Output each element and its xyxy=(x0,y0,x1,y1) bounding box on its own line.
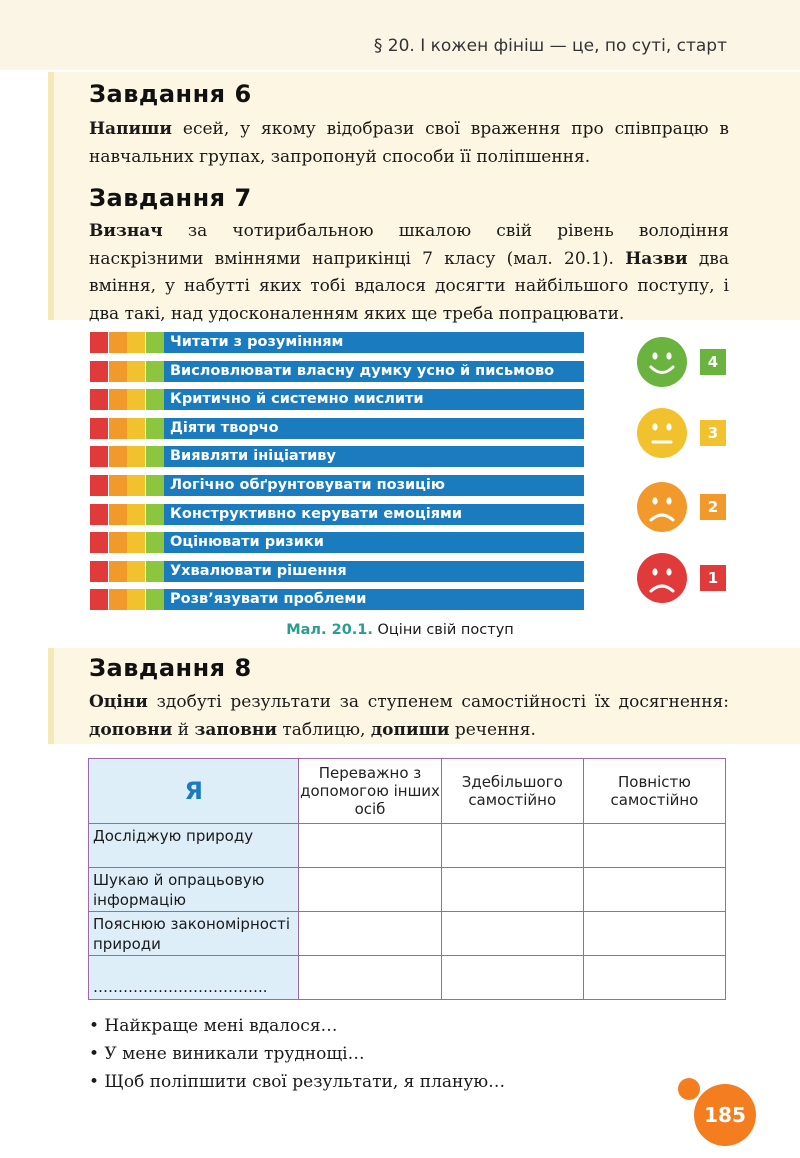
skill-label: Оцінювати ризики xyxy=(164,532,584,553)
table-row-label: …………………………….. xyxy=(89,956,299,1000)
sad-face-icon xyxy=(636,481,688,533)
skill-label: Розв’язувати проблеми xyxy=(164,589,584,610)
sentence-prompt: • Щоб поліпшити свої результати, я планую… xyxy=(89,1072,506,1092)
rating-square[interactable] xyxy=(90,332,108,353)
rating-square[interactable] xyxy=(90,589,108,610)
task-7-text xyxy=(89,218,729,328)
header-band xyxy=(0,0,800,70)
skill-label: Ухвалювати рішення xyxy=(164,561,584,582)
rating-square[interactable] xyxy=(146,361,164,382)
rating-square[interactable] xyxy=(109,475,127,496)
running-header: § 20. І кожен фініш — це, по суті, старт xyxy=(373,36,727,56)
task-8-verb-4: допиши xyxy=(370,719,450,740)
task-8-body-2: й xyxy=(172,719,195,740)
task-6-verb: Напиши xyxy=(89,119,173,139)
task-7-body-1: за чотирибальною шкалою свій рівень володіння наскрізними вміннями наприкінці 7 класу (мал. 20.1). xyxy=(89,221,729,269)
skill-label: Критично й системно мислити xyxy=(164,389,584,410)
skill-row xyxy=(90,446,584,467)
sentence-prompt: • У мене виникали труднощі… xyxy=(89,1044,365,1064)
rating-square[interactable] xyxy=(146,589,164,610)
table-empty-cell[interactable] xyxy=(583,956,725,1000)
skill-label: Виявляти ініціативу xyxy=(164,446,584,467)
task-6-7-accent-bar xyxy=(48,72,54,320)
skill-label: Читати з розумінням xyxy=(164,332,584,353)
rating-square[interactable] xyxy=(109,589,127,610)
rating-square[interactable] xyxy=(109,361,127,382)
rating-square[interactable] xyxy=(146,332,164,353)
rating-square[interactable] xyxy=(109,389,127,410)
task-7-verb-1: Визнач xyxy=(89,221,163,241)
table-empty-cell[interactable] xyxy=(299,912,441,956)
rating-square[interactable] xyxy=(127,532,145,553)
table-empty-cell[interactable] xyxy=(583,824,725,868)
skill-row xyxy=(90,332,584,353)
score-badge: 3 xyxy=(700,420,726,446)
rating-square[interactable] xyxy=(90,561,108,582)
table-empty-cell[interactable] xyxy=(441,912,583,956)
skill-row xyxy=(90,361,584,382)
score-badge: 2 xyxy=(700,494,726,520)
figure-caption-label: Мал. 20.1. xyxy=(286,622,373,638)
task-8-verb-1: Оціни xyxy=(89,692,148,712)
rating-square[interactable] xyxy=(127,475,145,496)
table-empty-cell[interactable] xyxy=(441,868,583,912)
sentence-prompt: • Найкраще мені вдалося… xyxy=(89,1016,338,1036)
table-empty-cell[interactable] xyxy=(299,824,441,868)
rating-square[interactable] xyxy=(127,446,145,467)
skill-row xyxy=(90,475,584,496)
sentence-prompts xyxy=(89,1012,505,1096)
happy-face-icon xyxy=(636,336,688,388)
rating-square[interactable] xyxy=(127,361,145,382)
task-8-title: Завдання 8 xyxy=(89,654,252,682)
figure-caption xyxy=(0,622,800,638)
task-7-verb-2: Назви xyxy=(625,248,688,269)
skill-row xyxy=(90,532,584,553)
table-row xyxy=(89,824,726,868)
figure-caption-text: Оціни свій поступ xyxy=(372,622,514,638)
rating-square[interactable] xyxy=(146,475,164,496)
rating-square[interactable] xyxy=(109,446,127,467)
skill-label: Конструктивно керувати емоціями xyxy=(164,504,584,525)
table-header-cell: Повністю самостійно xyxy=(583,759,725,824)
task-6-text xyxy=(89,116,729,171)
rating-square[interactable] xyxy=(146,504,164,525)
task-6-title: Завдання 6 xyxy=(89,80,252,108)
table-header-cell: Здебільшого самостійно xyxy=(441,759,583,824)
task-8-verb-3: заповни xyxy=(194,719,277,740)
task-8-body-1: здобуті результати за ступенем самостійності їх досягнення: xyxy=(147,692,729,712)
rating-square[interactable] xyxy=(146,532,164,553)
table-row-label: Досліджую природу xyxy=(89,824,299,868)
table-empty-cell[interactable] xyxy=(299,956,441,1000)
table-header-cell: Переважно з допомогою інших осіб xyxy=(299,759,441,824)
rating-square[interactable] xyxy=(90,418,108,439)
page-number-decoration xyxy=(678,1078,700,1100)
table-row xyxy=(89,956,726,1000)
rating-square[interactable] xyxy=(90,532,108,553)
task-8-body-3: таблицю, xyxy=(276,719,371,740)
rating-square[interactable] xyxy=(90,446,108,467)
table-empty-cell[interactable] xyxy=(441,956,583,1000)
task-7-body-2: два вміння, у набутті яких тобі вдалося досягти найбільшого поступу, і два такі, над удосконаленням яких ще треба попрацювати. xyxy=(89,248,730,324)
rating-square[interactable] xyxy=(127,332,145,353)
rating-square[interactable] xyxy=(146,389,164,410)
table-header-row xyxy=(89,759,726,824)
task-8-text xyxy=(89,689,729,744)
rating-square[interactable] xyxy=(127,389,145,410)
rating-square[interactable] xyxy=(109,332,127,353)
table-empty-cell[interactable] xyxy=(583,868,725,912)
sad-face-icon xyxy=(636,552,688,604)
task-6-body: есей, у якому відобрази свої враження про співпрацю в навчальних групах, запропонуй способи її поліпшення. xyxy=(89,119,729,167)
task-8-body-4: речення. xyxy=(449,719,536,740)
table-row-label: Пояснюю закономірності природи xyxy=(89,912,299,956)
rating-square[interactable] xyxy=(146,418,164,439)
skill-row xyxy=(90,589,584,610)
table-row xyxy=(89,912,726,956)
table-empty-cell[interactable] xyxy=(441,824,583,868)
skill-row xyxy=(90,418,584,439)
table-empty-cell[interactable] xyxy=(299,868,441,912)
rating-square[interactable] xyxy=(146,561,164,582)
skill-label: Висловлювати власну думку усно й письмово xyxy=(164,361,584,382)
page-number: 185 xyxy=(694,1084,756,1146)
table-row xyxy=(89,868,726,912)
task-8-accent-bar xyxy=(48,648,54,744)
skill-row xyxy=(90,504,584,525)
table-row-label: Шукаю й опрацьовую інформацію xyxy=(89,868,299,912)
rating-square[interactable] xyxy=(109,418,127,439)
task-7-title: Завдання 7 xyxy=(89,184,252,212)
skill-label: Діяти творчо xyxy=(164,418,584,439)
rating-square[interactable] xyxy=(90,361,108,382)
table-empty-cell[interactable] xyxy=(583,912,725,956)
skill-label: Логічно обґрунтовувати позицію xyxy=(164,475,584,496)
rating-square[interactable] xyxy=(90,504,108,525)
table-corner-cell: Я xyxy=(89,759,299,824)
rating-square[interactable] xyxy=(127,504,145,525)
skill-row xyxy=(90,389,584,410)
rating-square[interactable] xyxy=(109,561,127,582)
rating-square[interactable] xyxy=(127,561,145,582)
rating-square[interactable] xyxy=(109,504,127,525)
score-badge: 1 xyxy=(700,565,726,591)
rating-square[interactable] xyxy=(127,418,145,439)
rating-square[interactable] xyxy=(146,446,164,467)
rating-square[interactable] xyxy=(90,389,108,410)
task-8-verb-2: доповни xyxy=(89,719,173,740)
results-table xyxy=(88,758,726,1000)
neutral-face-icon xyxy=(636,407,688,459)
rating-square[interactable] xyxy=(90,475,108,496)
rating-square[interactable] xyxy=(109,532,127,553)
skill-row xyxy=(90,561,584,582)
rating-square[interactable] xyxy=(127,589,145,610)
score-badge: 4 xyxy=(700,349,726,375)
